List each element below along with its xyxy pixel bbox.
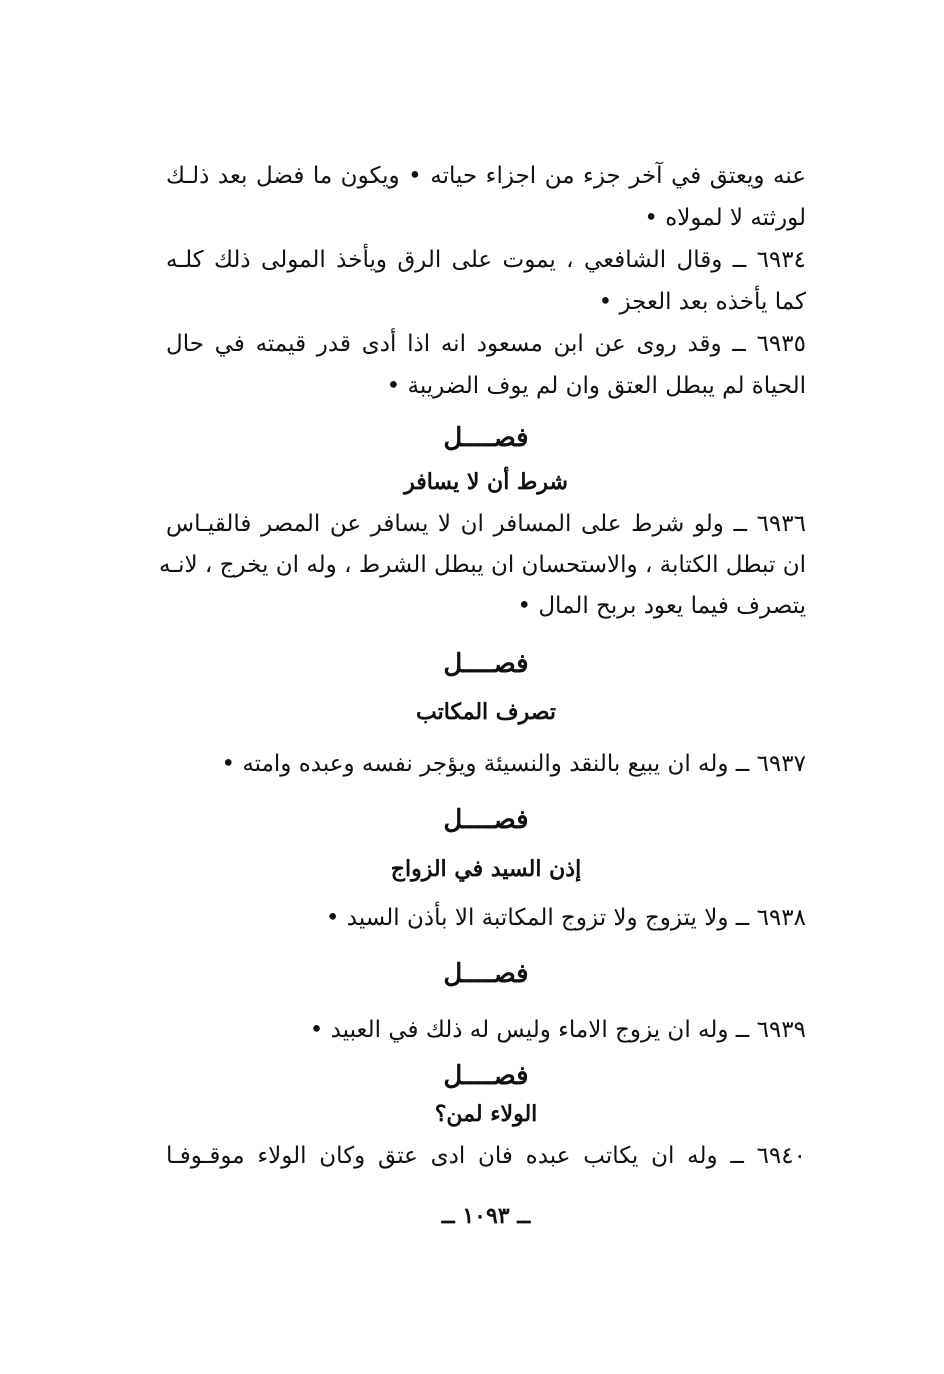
text-line: ان تبطل الكتابة ، والاستحسان ان يبطل الشرط ، وله ان يخرج ، لانـه xyxy=(159,552,806,578)
section-heading: فصــــل xyxy=(443,649,529,679)
text-line: كما يأخذه بعد العجز • xyxy=(598,289,806,315)
text-line: يتصرف فيما يعود بربح المال • xyxy=(517,593,806,619)
section-heading: فصــــل xyxy=(443,1061,529,1091)
text-line: ٦٩٣٩ ــ وله ان يزوج الاماء وليس له ذلك في العبيد • xyxy=(309,1017,806,1043)
text-line: ٦٩٤٠ ــ وله ان يكاتب عبده فان ادى عتق وكان الولاء موقـوفـا xyxy=(166,1143,806,1169)
page-number: ــ ١٠٩٣ ــ xyxy=(441,1203,531,1229)
text-line: الحياة لم يبطل العتق وان لم يوف الضريبة • xyxy=(386,373,806,399)
section-title: شرط أن لا يسافر xyxy=(404,469,568,495)
text-line: ٦٩٣٧ ــ وله ان يبيع بالنقد والنسيئة ويؤجر نفسه وعبده وامته • xyxy=(221,751,806,777)
section-heading: فصــــل xyxy=(443,423,529,453)
text-line: لورثته لا لمولاه • xyxy=(644,205,806,231)
section-title: إذن السيد في الزواج xyxy=(390,856,582,882)
section-heading: فصــــل xyxy=(443,805,529,835)
text-line: عنه ويعتق في آخر جزء من اجزاء حياته • ويكون ما فضل بعد ذلـك xyxy=(166,163,806,189)
text-line: ٦٩٣٥ ــ وقد روى عن ابن مسعود انه اذا أدى قدر قيمته في حال xyxy=(166,331,806,357)
text-line: ٦٩٣٤ ــ وقال الشافعي ، يموت على الرق ويأخذ المولى ذلك كلـه xyxy=(166,247,806,273)
section-title: تصرف المكاتب xyxy=(416,699,556,725)
section-heading: فصــــل xyxy=(443,959,529,989)
text-line: ٦٩٣٨ ــ ولا يتزوج ولا تزوج المكاتبة الا بأذن السيد • xyxy=(325,905,806,931)
text-line: ٦٩٣٦ ــ ولو شرط على المسافر ان لا يسافر عن المصر فالقيـاس xyxy=(166,511,806,537)
section-title: الولاء لمن؟ xyxy=(434,1101,538,1127)
